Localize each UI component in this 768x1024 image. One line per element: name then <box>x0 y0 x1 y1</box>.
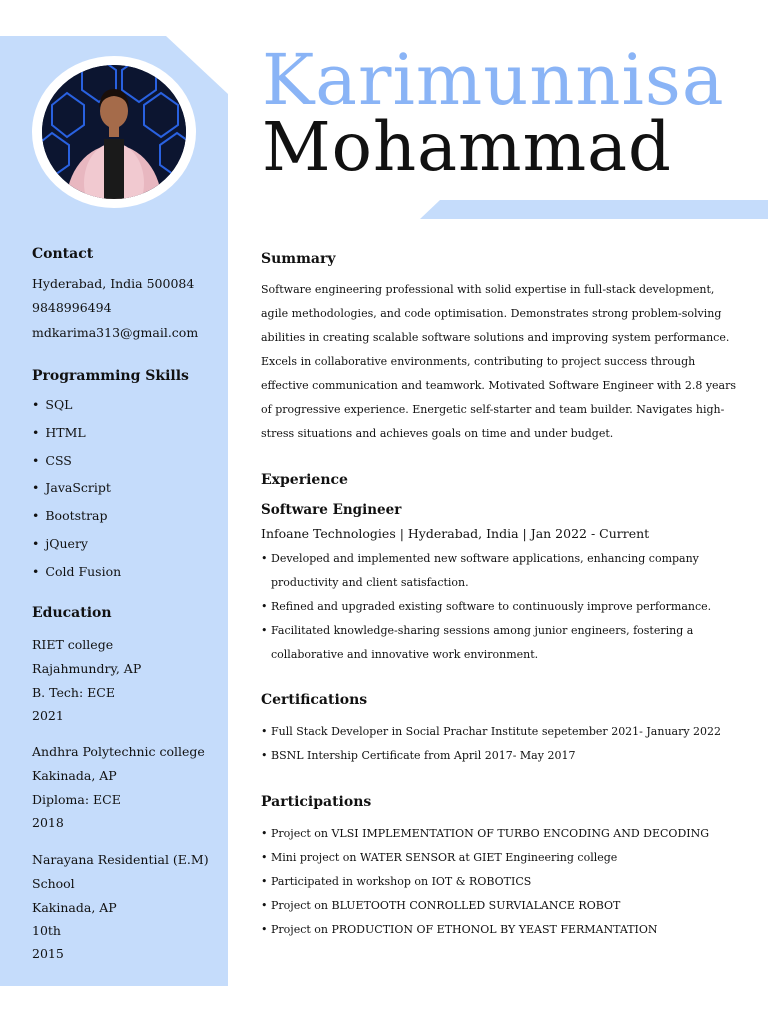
education-school: RIET college <box>32 637 114 652</box>
education-degree: B. Tech: ECE <box>32 685 115 700</box>
certifications-heading: Certifications <box>261 692 368 708</box>
list-item: • Mini project on WATER SENSOR at GIET Engineering college <box>261 846 741 870</box>
list-item: • Project on PRODUCTION OF ETHONOL BY YEAST FERMANTATION <box>261 918 741 942</box>
skill-item: • Bootstrap <box>32 508 108 523</box>
skill-item: • SQL <box>32 397 73 412</box>
contact-email: mdkarima313@gmail.com <box>32 325 199 340</box>
education-degree: 10th <box>32 923 61 938</box>
list-item: • Developed and implemented new software applications, enhancing company productivity and client satisfaction. <box>261 547 741 595</box>
skill-item: • HTML <box>32 425 86 440</box>
accent-bar <box>420 200 768 219</box>
education-school-line2: School <box>32 876 75 891</box>
summary-text: Software engineering professional with solid expertise in full-stack development, agile methodologies, and code optimisation. Demonstrates strong problem-solving abilities in creating scalable software solutions and improving system performance. Excels in collaborative environments, contributing to project success through effective communication and teamwork. Motivated Software Engineer with 2.8 years of progressive experience. Energetic self-starter and team builder. Navigates high-stress situations and achieves goals on time and under budget. <box>261 283 736 440</box>
list-item: • BSNL Intership Certificate from April 2017- May 2017 <box>261 744 741 768</box>
skill-item: • CSS <box>32 453 72 468</box>
experience-heading: Experience <box>261 472 348 488</box>
participations-list <box>261 822 741 942</box>
education-year: 2015 <box>32 946 64 961</box>
education-year: 2021 <box>32 708 64 723</box>
contact-address: Hyderabad, India 500084 <box>32 276 195 291</box>
skill-item: • Cold Fusion <box>32 564 122 579</box>
list-item: • Facilitated knowledge-sharing sessions among junior engineers, fostering a collaborative and innovative work environment. <box>261 619 741 667</box>
first-name: Karimunnisa <box>262 39 725 121</box>
education-place: Kakinada, AP <box>32 900 117 915</box>
job-company: Infoane Technologies | Hyderabad, India | Jan 2022 - Current <box>261 526 650 541</box>
participations-heading: Participations <box>261 794 372 810</box>
summary-heading: Summary <box>261 251 336 267</box>
contact-phone: 9848996494 <box>32 300 112 315</box>
contact-heading: Contact <box>32 246 94 262</box>
last-name: Mohammad <box>262 108 672 186</box>
list-item: • Project on BLUETOOTH CONROLLED SURVIALANCE ROBOT <box>261 894 741 918</box>
list-item: • Full Stack Developer in Social Prachar Institute sepetember 2021- January 2022 <box>261 720 741 744</box>
education-place: Kakinada, AP <box>32 768 117 783</box>
profile-photo-frame <box>32 56 196 208</box>
certifications-list <box>261 720 741 768</box>
experience-bullets <box>261 547 741 667</box>
list-item: • Project on VLSI IMPLEMENTATION OF TURBO ENCODING AND DECODING <box>261 822 741 846</box>
profile-photo <box>42 65 186 199</box>
skills-heading: Programming Skills <box>32 368 189 384</box>
education-year: 2018 <box>32 815 64 830</box>
skill-item: • jQuery <box>32 536 88 551</box>
job-title: Software Engineer <box>261 502 402 518</box>
profile-photo-illustration <box>42 65 186 199</box>
education-heading: Education <box>32 605 112 621</box>
education-school: Narayana Residential (E.M) <box>32 852 209 867</box>
education-degree: Diploma: ECE <box>32 792 121 807</box>
education-school: Andhra Polytechnic college <box>32 744 205 759</box>
list-item: • Refined and upgraded existing software to continuously improve performance. <box>261 595 741 619</box>
skill-item: • JavaScript <box>32 480 111 495</box>
list-item: • Participated in workshop on IOT & ROBOTICS <box>261 870 741 894</box>
education-place: Rajahmundry, AP <box>32 661 142 676</box>
